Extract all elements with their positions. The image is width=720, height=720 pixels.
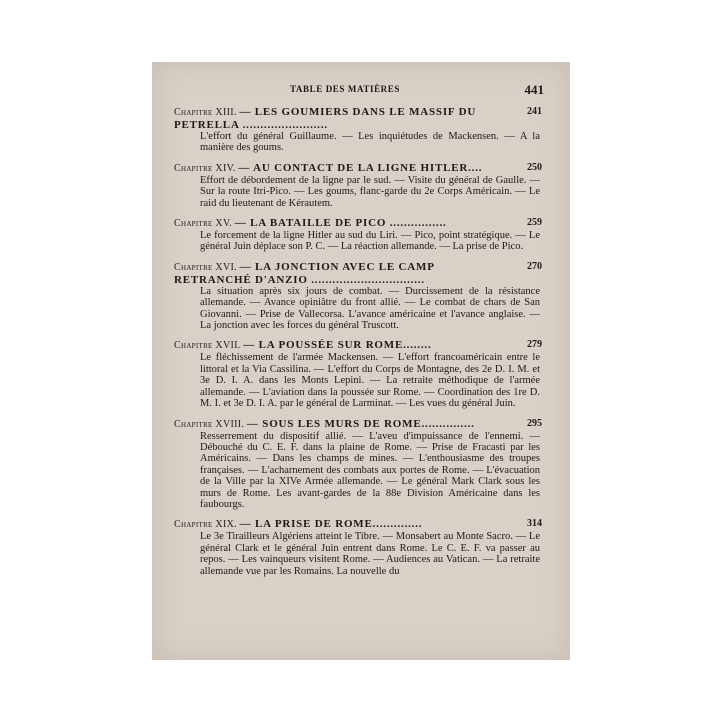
table-of-contents <box>174 106 542 585</box>
toc-entry-chapter-16 <box>174 261 542 332</box>
chapter-label: Chapitre XIX. <box>174 519 237 531</box>
toc-entry-chapter-13 <box>174 106 542 154</box>
chapter-summary: Le forcement de la ligne Hitler au sud du Liri. — Pico, point stratégique. — Le général Juin déplace son P. C. — La réaction allemande. — La prise de Pico. <box>200 230 540 253</box>
toc-entry-chapter-18 <box>174 418 542 511</box>
toc-entry-chapter-15 <box>174 217 542 253</box>
chapter-title: — SOUS LES MURS DE ROME............... <box>246 417 475 430</box>
chapter-title: — LES GOUMIERS DANS LE MASSIF DU PETRELLA ........................ <box>174 106 477 131</box>
book-page <box>152 62 570 660</box>
chapter-page-number: 270 <box>527 260 542 272</box>
chapter-heading <box>174 339 542 352</box>
running-title: TABLE DES MATIÈRES <box>290 84 400 94</box>
chapter-summary: Le 3e Tirailleurs Algériens atteint le Tibre. — Monsabert au Monte Sacro. — Le général Clark et le général Juin entrent dans Rome. Le C. E. F. va passer au repos. — Les vainqueurs visitent Rome. — Audiences au Vatican. — La retraite allemande vue par les Romains. La nouvelle du <box>200 531 540 577</box>
chapter-page-number: 314 <box>527 518 542 530</box>
chapter-heading <box>174 418 542 431</box>
chapter-summary: L'effort du général Guillaume. — Les inquiétudes de Mackensen. — A la manière des goums. <box>200 131 540 154</box>
chapter-title: — LA PRISE DE ROME.............. <box>239 518 423 531</box>
toc-entry-chapter-17 <box>174 339 542 409</box>
chapter-label: Chapitre XVI. <box>174 261 237 273</box>
chapter-heading <box>174 217 542 230</box>
chapter-title: — LA BATAILLE DE PICO ................ <box>234 217 447 230</box>
chapter-summary: Le fléchissement de l'armée Mackensen. — L'effort francoaméricain entre le littoral et la Via Cassilina. — L'effort du Corps de Montagne, des 2e D. I. M. et 3e D. I. A. dans les Monts Lepini. — La retraite méthodique de l'armée allemande. — L'aviation dans la poussée sur Rome. — Coordination des 1re D. M. I. et 3e D. I. A. par le général de Larminat. — Les vues du général Juin. <box>200 352 540 410</box>
chapter-summary: La situation après six jours de combat. — Durcissement de la résistance allemande. — Avance opiniâtre du front allié. — Le combat de chars de San Giovanni. — Prise de Vallecorsa. L'avance américaine et l'avance anglaise. — La jonction avec les forces du général Truscott. <box>200 285 540 332</box>
chapter-summary: Resserrement du dispositif allié. — L'aveu d'impuissance de l'ennemi. — Débouché du C. E. F. dans la plaine de Rome. — Prise de Fracasti par les Américains. — Dans les champs de mines. — L'enthousiasme des troupes françaises. — L'acharnement des combats aux portes de Rome. — L'évacuation de la Ville par la XIVe Armée allemande. — Le général Mark Clark sous les murs de Rome. Les avant-gardes de la 88e Division Américaine dans les faubourgs. <box>200 430 540 510</box>
page-header <box>152 82 570 100</box>
toc-entry-chapter-19 <box>174 518 542 577</box>
chapter-summary: Effort de débordement de la ligne par le sud. — Visite du général de Gaulle. — Sur la route Itri-Pico. — Les goums, flanc-garde du 2e Corps Américain. — Le raid du lieutenant de Kérautem. <box>200 174 540 209</box>
toc-entry-chapter-14 <box>174 162 542 209</box>
chapter-title: — LA JONCTION AVEC LE CAMP RETRANCHÉ D'ANZIO ................................ <box>174 260 435 286</box>
chapter-label: Chapitre XVIII. <box>174 418 245 430</box>
chapter-title: — LA POUSSÉE SUR ROME........ <box>243 339 432 352</box>
chapter-label: Chapitre XIII. <box>174 107 237 118</box>
chapter-page-number: 250 <box>527 161 542 173</box>
chapter-heading <box>174 162 542 175</box>
chapter-page-number: 259 <box>527 217 542 229</box>
chapter-title: — AU CONTACT DE LA LIGNE HITLER.... <box>238 161 483 174</box>
chapter-heading <box>174 106 542 131</box>
page-number: 441 <box>524 82 544 97</box>
chapter-label: Chapitre XIV. <box>174 162 236 174</box>
chapter-heading <box>174 518 542 531</box>
chapter-page-number: 279 <box>527 339 542 351</box>
chapter-page-number: 241 <box>527 106 542 117</box>
chapter-page-number: 295 <box>527 417 542 429</box>
chapter-heading <box>174 261 542 286</box>
chapter-label: Chapitre XV. <box>174 218 232 230</box>
chapter-label: Chapitre XVII. <box>174 340 241 352</box>
